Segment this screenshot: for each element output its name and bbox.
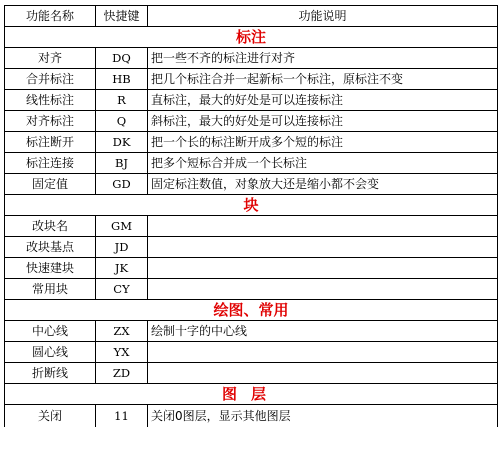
function-name-cell: 常用块 <box>5 279 96 300</box>
function-description-cell: 斜标注，最大的好处是可以连接标注 <box>148 111 498 132</box>
section-header-row <box>5 384 498 405</box>
shortcut-key-cell: BJ <box>96 153 148 174</box>
section-title: 标注 <box>5 27 498 48</box>
function-name-cell: 标注断开 <box>5 132 96 153</box>
table-row <box>5 153 498 174</box>
table-row <box>5 258 498 279</box>
shortcut-key-cell: JK <box>96 258 148 279</box>
section-title: 块 <box>5 195 498 216</box>
section-header-row <box>5 195 498 216</box>
shortcut-key-cell: Q <box>96 111 148 132</box>
function-name-cell: 标注连接 <box>5 153 96 174</box>
table-row <box>5 69 498 90</box>
function-description-cell <box>148 258 498 279</box>
function-name-cell: 改块名 <box>5 216 96 237</box>
function-description-cell: 把一个长的标注断开成多个短的标注 <box>148 132 498 153</box>
shortcut-key-cell: CY <box>96 279 148 300</box>
shortcut-key-cell: ZX <box>96 321 148 342</box>
function-description-cell <box>148 216 498 237</box>
function-description-cell <box>148 279 498 300</box>
function-description-cell: 把多个短标合并成一个长标注 <box>148 153 498 174</box>
function-name-cell: 中心线 <box>5 321 96 342</box>
table-row <box>5 111 498 132</box>
function-name-cell: 对齐 <box>5 48 96 69</box>
function-name-cell: 圆心线 <box>5 342 96 363</box>
table-row <box>5 90 498 111</box>
table-row <box>5 363 498 384</box>
function-name-cell: 对齐标注 <box>5 111 96 132</box>
function-description-cell: 关闭0图层，显示其他图层 <box>148 405 498 428</box>
shortcut-key-cell: YX <box>96 342 148 363</box>
function-name-cell: 折断线 <box>5 363 96 384</box>
shortcut-key-cell: R <box>96 90 148 111</box>
table-row <box>5 342 498 363</box>
shortcut-key-cell: 11 <box>96 405 148 428</box>
function-description-cell <box>148 237 498 258</box>
section-header-row <box>5 27 498 48</box>
function-description-cell: 绘制十字的中心线 <box>148 321 498 342</box>
table-row <box>5 174 498 195</box>
function-description-cell: 固定标注数值，对象放大还是缩小都不会变 <box>148 174 498 195</box>
function-description-cell: 直标注，最大的好处是可以连接标注 <box>148 90 498 111</box>
function-description-cell <box>148 342 498 363</box>
function-name-cell: 固定值 <box>5 174 96 195</box>
section-title: 绘图、常用 <box>5 300 498 321</box>
column-header-shortcut: 快捷键 <box>96 6 148 27</box>
table-row <box>5 216 498 237</box>
function-name-cell: 改块基点 <box>5 237 96 258</box>
function-description-cell: 把一些不齐的标注进行对齐 <box>148 48 498 69</box>
shortcut-key-cell: DQ <box>96 48 148 69</box>
function-name-cell: 快速建块 <box>5 258 96 279</box>
table-row <box>5 279 498 300</box>
shortcut-key-cell: JD <box>96 237 148 258</box>
table-row <box>5 132 498 153</box>
shortcut-key-cell: GM <box>96 216 148 237</box>
function-name-cell: 线性标注 <box>5 90 96 111</box>
table-row <box>5 48 498 69</box>
shortcut-key-cell: ZD <box>96 363 148 384</box>
shortcut-key-cell: HB <box>96 69 148 90</box>
table-row <box>5 321 498 342</box>
function-description-cell: 把几个标注合并一起新标一个标注，原标注不变 <box>148 69 498 90</box>
function-name-cell: 关闭 <box>5 405 96 428</box>
column-header-name: 功能名称 <box>5 6 96 27</box>
shortcut-key-cell: DK <box>96 132 148 153</box>
header-row <box>5 6 498 27</box>
column-header-description: 功能说明 <box>148 6 498 27</box>
shortcut-table <box>4 5 498 427</box>
shortcut-table-body <box>5 6 498 428</box>
section-title: 图层 <box>5 384 498 405</box>
shortcut-key-cell: GD <box>96 174 148 195</box>
section-header-row <box>5 300 498 321</box>
function-name-cell: 合并标注 <box>5 69 96 90</box>
table-row <box>5 237 498 258</box>
table-row <box>5 405 498 428</box>
function-description-cell <box>148 363 498 384</box>
